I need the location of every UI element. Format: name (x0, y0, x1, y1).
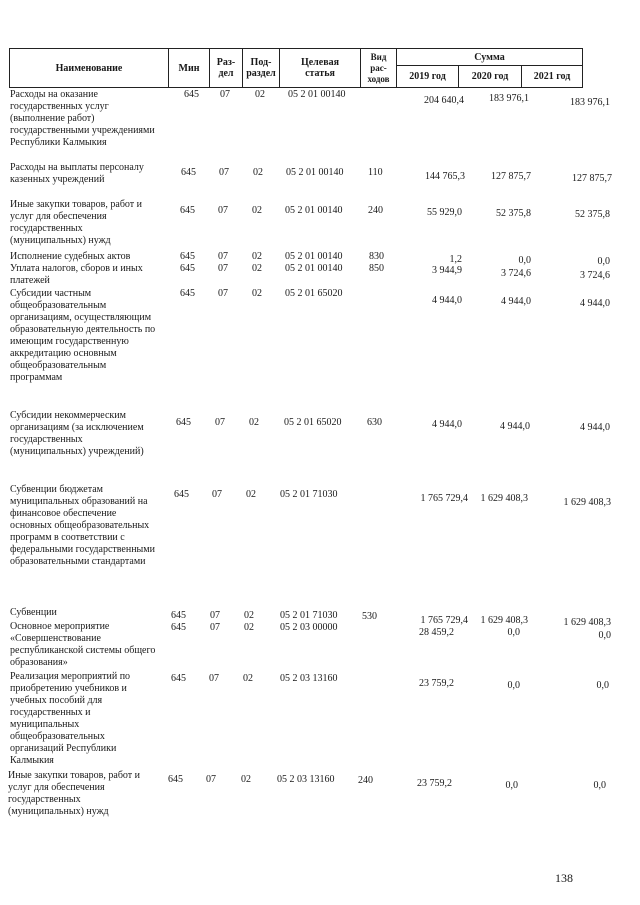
row-podrazdel: 02 (244, 622, 254, 633)
row-razdel: 07 (210, 610, 220, 621)
col-name-header: Наименование (10, 49, 169, 88)
row-name: Субсидии частным общеобразовательным организациям, осуществляющим образовательную деятельность по имеющим государственную аккредитацию основным общеобразовательным программам (10, 288, 156, 383)
row-2021: 1 629 408,3 (563, 617, 611, 628)
row-razdel: 07 (215, 417, 225, 428)
row-podrazdel: 02 (252, 205, 262, 216)
row-min: 645 (180, 263, 195, 274)
row-2021: 0,0 (598, 630, 611, 641)
row-razdel: 07 (218, 251, 228, 262)
row-cs: 05 2 03 13160 (277, 774, 335, 785)
row-2020: 1 629 408,3 (480, 493, 528, 504)
row-2019: 204 640,4 (424, 95, 464, 106)
row-2019: 3 944,9 (432, 265, 462, 276)
row-2020: 4 944,0 (500, 421, 530, 432)
row-min: 645 (180, 288, 195, 299)
row-vid: 110 (368, 167, 383, 178)
row-podrazdel: 02 (243, 673, 253, 684)
row-cs: 05 2 01 00140 (285, 263, 343, 274)
row-razdel: 07 (218, 288, 228, 299)
row-min: 645 (184, 89, 199, 100)
row-name: Иные закупки товаров, работ и услуг для обеспечения государственных (муниципальных) нужд (10, 199, 143, 246)
row-podrazdel: 02 (252, 263, 262, 274)
row-vid: 240 (368, 205, 383, 216)
row-2020: 0,0 (505, 780, 518, 791)
col-summa-header: Сумма (397, 49, 583, 66)
page-number: 138 (555, 871, 573, 885)
row-2020: 183 976,1 (489, 93, 529, 104)
row-razdel: 07 (218, 263, 228, 274)
row-2020: 0,0 (507, 680, 520, 691)
row-vid: 240 (358, 775, 373, 786)
row-2019: 28 459,2 (419, 627, 454, 638)
col-2019-header: 2019 год (397, 66, 459, 88)
row-min: 645 (171, 673, 186, 684)
row-2020: 52 375,8 (496, 208, 531, 219)
row-name: Расходы на оказание государственных услуг (выполнение работ) государственными учреждениями Республики Калмыкия (10, 89, 155, 148)
row-2020: 1 629 408,3 (480, 615, 528, 626)
row-razdel: 07 (218, 205, 228, 216)
row-cs: 05 2 01 71030 (280, 489, 338, 500)
row-vid: 830 (369, 251, 384, 262)
table-header (9, 48, 583, 88)
row-cs: 05 2 01 00140 (285, 251, 343, 262)
row-min: 645 (168, 774, 183, 785)
row-name: Иные закупки товаров, работ и услуг для обеспечения государственных (муниципальных) нужд (8, 770, 141, 817)
row-name: Субвенции (10, 607, 57, 618)
row-cs: 05 2 03 00000 (280, 622, 338, 633)
row-min: 645 (171, 610, 186, 621)
row-podrazdel: 02 (252, 251, 262, 262)
row-2020: 3 724,6 (501, 268, 531, 279)
row-cs: 05 2 01 65020 (285, 288, 343, 299)
row-2021: 52 375,8 (575, 209, 610, 220)
row-2021: 4 944,0 (580, 422, 610, 433)
row-name: Исполнение судебных актов (10, 251, 131, 262)
row-vid: 530 (362, 611, 377, 622)
col-2021-header: 2021 год (522, 66, 583, 88)
row-2019: 4 944,0 (432, 295, 462, 306)
row-podrazdel: 02 (246, 489, 256, 500)
row-min: 645 (176, 417, 191, 428)
row-razdel: 07 (220, 89, 230, 100)
row-2019: 1,2 (449, 254, 462, 265)
row-2021: 127 875,7 (572, 173, 612, 184)
col-2020-header: 2020 год (459, 66, 522, 88)
row-2020: 4 944,0 (501, 296, 531, 307)
row-2021: 0,0 (596, 680, 609, 691)
row-podrazdel: 02 (241, 774, 251, 785)
row-2019: 4 944,0 (432, 419, 462, 430)
row-min: 645 (181, 167, 196, 178)
row-2021: 0,0 (597, 256, 610, 267)
col-min-header: Мин (169, 49, 210, 88)
col-podrazdel-header: Под- раздел (243, 49, 280, 88)
row-2019: 1 765 729,4 (420, 615, 468, 626)
row-2019: 23 759,2 (419, 678, 454, 689)
row-podrazdel: 02 (244, 610, 254, 621)
row-cs: 05 2 01 00140 (285, 205, 343, 216)
row-2020: 0,0 (518, 255, 531, 266)
row-2019: 55 929,0 (427, 207, 462, 218)
col-tselevaya-header: Целевая статья (280, 49, 361, 88)
row-razdel: 07 (209, 673, 219, 684)
row-2020: 0,0 (507, 627, 520, 638)
row-cs: 05 2 01 00140 (286, 167, 344, 178)
row-2019: 1 765 729,4 (420, 493, 468, 504)
row-2021: 183 976,1 (570, 97, 610, 108)
row-min: 645 (180, 205, 195, 216)
row-razdel: 07 (206, 774, 216, 785)
row-podrazdel: 02 (252, 288, 262, 299)
row-name: Расходы на выплаты персоналу казенных учреждений (10, 162, 144, 185)
row-2019: 144 765,3 (425, 171, 465, 182)
row-podrazdel: 02 (255, 89, 265, 100)
col-vid-header: Вид рас- ходов (361, 49, 397, 88)
row-min: 645 (171, 622, 186, 633)
row-podrazdel: 02 (249, 417, 259, 428)
row-2021: 3 724,6 (580, 270, 610, 281)
row-2020: 127 875,7 (491, 171, 531, 182)
row-name: Субвенции бюджетам муниципальных образований на финансовое обеспечение основных общеобразовательных программ в соответствии с федеральными государственными образовательными стандартами (10, 484, 155, 567)
row-name: Основное мероприятие «Совершенствование республиканской системы общего образования» (10, 621, 156, 668)
row-2021: 1 629 408,3 (563, 497, 611, 508)
row-2021: 4 944,0 (580, 298, 610, 309)
row-cs: 05 2 01 65020 (284, 417, 342, 428)
row-name: Уплата налогов, сборов и иных платежей (10, 263, 143, 286)
col-razdel-header: Раз- дел (210, 49, 243, 88)
row-razdel: 07 (212, 489, 222, 500)
row-min: 645 (180, 251, 195, 262)
row-name: Реализация мероприятий по приобретению учебников и учебных пособий для государственных и муниципальных общеобразовательных организаций Республики Калмыкия (10, 671, 131, 766)
row-razdel: 07 (210, 622, 220, 633)
row-cs: 05 2 01 71030 (280, 610, 338, 621)
row-min: 645 (174, 489, 189, 500)
row-vid: 850 (369, 263, 384, 274)
row-podrazdel: 02 (253, 167, 263, 178)
row-vid: 630 (367, 417, 382, 428)
row-razdel: 07 (219, 167, 229, 178)
row-2019: 23 759,2 (417, 778, 452, 789)
row-cs: 05 2 03 13160 (280, 673, 338, 684)
row-2021: 0,0 (593, 780, 606, 791)
row-cs: 05 2 01 00140 (288, 89, 346, 100)
row-name: Субсидии некоммерческим организациям (за исключением государственных (муниципальных) учреждений) (10, 410, 144, 457)
